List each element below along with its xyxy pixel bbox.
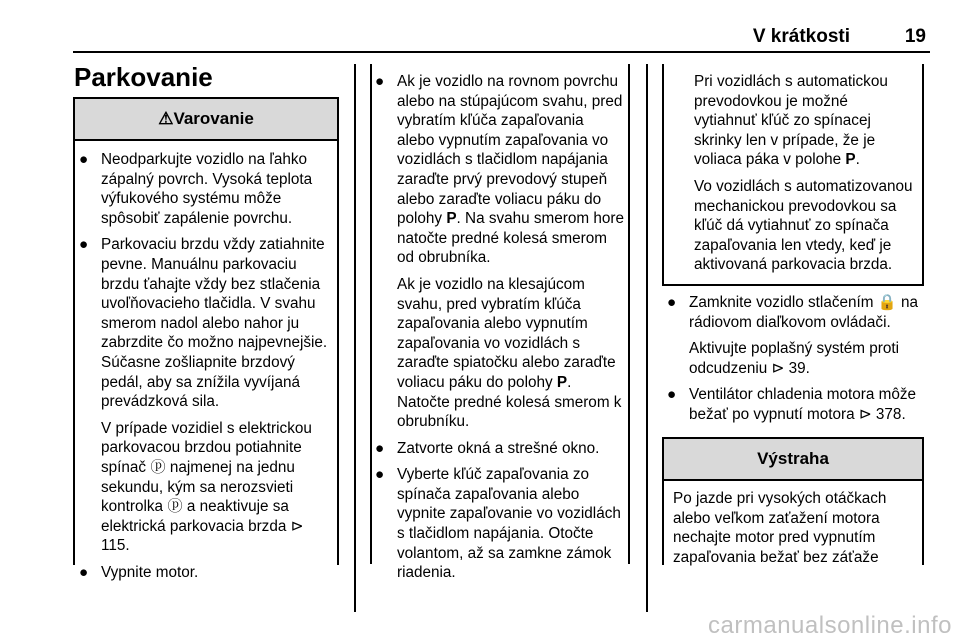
list-item: [663, 293, 925, 378]
paragraph: Parkovaciu brzdu vždy zatiahnite pevne. Manuálnu parkovaciu brzdu ťahajte vždy bez stlačenia uvoľňovacieho tlačidla. V svahu smerom nadol alebo nahor ju zabrzdite čo možno najpevnejšie. Súčasne zošliapnite brzdový pedál, aby sa znížila vyvíjaná prevádzková sila.: [101, 236, 328, 411]
column-rule: [628, 64, 630, 564]
paragraph: Zamknite vozidlo stlačením 🔒 na rádiovom diaľkovom ovládači.: [689, 294, 919, 331]
section-title: Parkovanie: [74, 62, 213, 92]
running-header-title: V krátkosti: [752, 26, 850, 47]
warning-header: [75, 99, 337, 141]
bullet: ●: [79, 236, 89, 254]
bullet: ●: [375, 466, 385, 484]
paragraph: V prípade vozidiel s elektrickou parkovacou brzdou potiahnite spínač ⓟ najmenej na jednu sekundu, kým sa nerozsvieti kontrolka ⓟ a neaktivuje sa elektrická parkovacia brzda ⊳ 115.: [101, 419, 312, 555]
paragraph: Ventilátor chladenia motora môže bežať po vypnutí motora ⊳ 378.: [689, 386, 917, 423]
paragraph: Vypnite motor.: [101, 563, 199, 581]
header-rule: [73, 51, 930, 53]
list-item: [371, 72, 625, 432]
watermark: carmanualsonline.info: [708, 612, 952, 639]
paragraph: Vo vozidlách s automatizovanou mechanickou prevodovkou sa kľúč dá vytiahnuť zo spínača zapaľovania len vtedy, keď je aktivovaná parkovacia brzda.: [694, 177, 913, 274]
bullet: ●: [375, 439, 385, 457]
warning-box: [73, 97, 339, 581]
paragraph: Aktivujte poplašný systém proti odcudzeniu ⊳ 39.: [689, 340, 899, 377]
middle-column: [371, 72, 625, 590]
info-box: [662, 64, 924, 286]
page-number: 19: [904, 26, 926, 47]
list-item: [75, 235, 329, 556]
paragraph: Vyberte kľúč zapaľovania zo spínača zapaľovania alebo vypnite zapaľovanie vo vozidlách s tlačidlom napájania. Otočte volantom, až sa zamkne zámok riadenia.: [397, 466, 621, 582]
warning-body: [75, 141, 337, 582]
bullet: ●: [375, 73, 385, 90]
bullet: ●: [667, 294, 677, 311]
bullet: ●: [79, 151, 89, 168]
caution-header: Výstraha: [664, 439, 922, 481]
list-item: [663, 385, 925, 424]
list-item: [75, 150, 329, 228]
paragraph: Neodparkujte vozidlo na ľahko zápalný povrch. Vysoká teplota výfukového systému môže spôsobiť zapálenie povrchu.: [101, 151, 313, 227]
paragraph: Pri vozidlách s automatickou prevodovkou je možné vytiahnuť kľúč zo spínacej skrinky len v prípade, že je voliaca páka v polohe P.: [694, 73, 888, 169]
list-item: [75, 563, 329, 583]
right-column: [663, 293, 925, 432]
paragraph: Ak je vozidlo na klesajúcom svahu, pred vybratím kľúča zapaľovania alebo vypnutím zapaľovania vo vozidlách s zaraďte spiatočku alebo zaraďte voliacu páku do polohy P. Natočte predné kolesá smerom k obrubníku.: [397, 275, 622, 431]
bullet: ●: [667, 386, 677, 404]
warning-triangle-icon: ⚠: [158, 109, 174, 128]
paragraph: Ak je vozidlo na rovnom povrchu alebo na stúpajúcom svahu, pred vybratím kľúča zapaľovania alebo vypnutím zapaľovania vo vozidlách s tlačidlom napájania zaraďte prvý prevodový stupeň alebo zaraďte voliacu páku do polohy P. Na svahu smerom hore natočte predné kolesá smerom od obrubníka.: [397, 73, 625, 267]
column-divider: [646, 64, 648, 612]
caution-text: Po jazde pri vysokých otáčkach alebo veľkom zaťažení motora nechajte motor pred vypnutím zapaľovania bežať bez záťaže: [673, 490, 887, 566]
caution-box: [662, 437, 924, 565]
warning-title: Varovanie: [173, 109, 254, 128]
list-item: [371, 439, 625, 459]
paragraph: Zatvorte okná a strešné okno.: [397, 439, 600, 457]
list-item: [371, 465, 625, 583]
column-divider: [354, 64, 356, 612]
bullet: ●: [79, 563, 89, 581]
